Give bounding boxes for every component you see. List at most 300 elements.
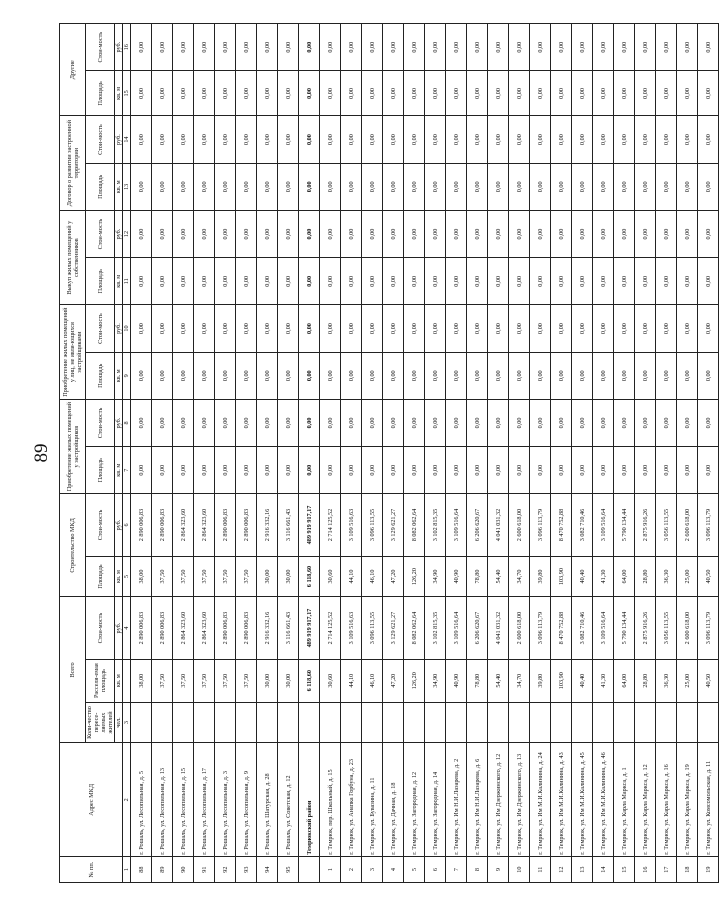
zero-cost-cell: 0,00 <box>257 304 278 351</box>
zero-area-cell: 0,00 <box>215 352 236 399</box>
zero-area-cell: 0,00 <box>236 446 257 493</box>
unit-sqm: кв. м <box>115 352 123 399</box>
zero-area-cell: 0,00 <box>341 352 362 399</box>
zero-cost-cell: 0,00 <box>341 115 362 162</box>
zero-cost-cell: 0,00 <box>299 399 320 446</box>
zero-cost-cell: 0,00 <box>341 23 362 70</box>
header-agreement: Договор о развитии застроенной территории <box>60 115 86 209</box>
persons-cell <box>635 702 656 743</box>
column-number: 4 <box>123 596 131 658</box>
total-area-cell: 36,30 <box>656 659 677 702</box>
total-cost-cell: 2 890 006,83 <box>131 596 152 658</box>
zero-cost-cell: 0,00 <box>131 210 152 257</box>
construction-cost-cell: 2 916 332,16 <box>257 493 278 555</box>
zero-area-cell: 0,00 <box>509 257 530 304</box>
persons-cell <box>299 702 320 743</box>
zero-area-cell: 0,00 <box>635 163 656 210</box>
zero-cost-cell: 0,00 <box>698 304 719 351</box>
rotated-page <box>31 23 712 883</box>
row-number: 90 <box>173 856 194 882</box>
zero-cost-cell: 0,00 <box>656 115 677 162</box>
zero-cost-cell: 0,00 <box>509 399 530 446</box>
address-cell: г. Рошаль, ул. Лесопильная, д. 17 <box>194 742 215 856</box>
zero-cost-cell: 0,00 <box>467 23 488 70</box>
zero-area-cell: 0,00 <box>236 70 257 115</box>
header-other: Другие <box>60 23 86 115</box>
zero-cost-cell: 0,00 <box>299 115 320 162</box>
persons-cell <box>467 702 488 743</box>
zero-cost-cell: 0,00 <box>320 23 341 70</box>
zero-area-cell: 0,00 <box>131 352 152 399</box>
zero-cost-cell: 0,00 <box>467 399 488 446</box>
construction-cost-cell: 2 864 323,60 <box>194 493 215 555</box>
total-cost-cell: 6 206 620,67 <box>467 596 488 658</box>
address-cell: г. Рошаль, ул. Лесопильная, д. 13 <box>152 742 173 856</box>
zero-area-cell: 0,00 <box>215 257 236 304</box>
row-number: 7 <box>446 856 467 882</box>
construction-area-cell: 37,50 <box>173 556 194 597</box>
construction-area-cell: 40,50 <box>698 556 719 597</box>
total-area-cell: 103,90 <box>551 659 572 702</box>
zero-area-cell: 0,00 <box>236 163 257 210</box>
row-number: 16 <box>635 856 656 882</box>
zero-cost-cell: 0,00 <box>467 210 488 257</box>
persons-cell <box>509 702 530 743</box>
row-number: 91 <box>194 856 215 882</box>
persons-cell <box>362 702 383 743</box>
zero-area-cell: 0,00 <box>677 257 698 304</box>
total-cost-cell: 3 102 815,35 <box>425 596 446 658</box>
construction-cost-cell: 4 041 031,32 <box>488 493 509 555</box>
zero-area-cell: 0,00 <box>593 352 614 399</box>
zero-area-cell: 0,00 <box>425 163 446 210</box>
zero-area-cell: 0,00 <box>488 70 509 115</box>
persons-cell <box>593 702 614 743</box>
zero-cost-cell: 0,00 <box>236 399 257 446</box>
zero-area-cell: 0,00 <box>614 70 635 115</box>
total-area-cell: 78,80 <box>467 659 488 702</box>
row-number: 6 <box>425 856 446 882</box>
total-area-cell: 40,90 <box>446 659 467 702</box>
column-number: 2 <box>123 742 131 856</box>
zero-cost-cell: 0,00 <box>425 399 446 446</box>
zero-cost-cell: 0,00 <box>614 210 635 257</box>
zero-area-cell: 0,00 <box>404 352 425 399</box>
zero-area-cell: 0,00 <box>131 446 152 493</box>
zero-cost-cell: 0,00 <box>614 399 635 446</box>
unit-sqm: кв. м <box>115 659 123 702</box>
zero-cost-cell: 0,00 <box>383 115 404 162</box>
zero-area-cell: 0,00 <box>656 352 677 399</box>
header-cost: Стои-мость <box>86 23 115 70</box>
zero-cost-cell: 0,00 <box>698 210 719 257</box>
total-area-cell: 34,90 <box>425 659 446 702</box>
column-number: 7 <box>123 446 131 493</box>
zero-area-cell: 0,00 <box>257 352 278 399</box>
zero-cost-cell: 0,00 <box>656 304 677 351</box>
total-cost-cell: 3 109 516,63 <box>341 596 362 658</box>
row-number: 18 <box>677 856 698 882</box>
zero-area-cell: 0,00 <box>446 257 467 304</box>
zero-cost-cell: 0,00 <box>131 399 152 446</box>
construction-area-cell: 30,00 <box>278 556 299 597</box>
zero-area-cell: 0,00 <box>635 446 656 493</box>
zero-cost-cell: 0,00 <box>551 399 572 446</box>
header-cost: Стои-мость <box>86 115 115 162</box>
zero-area-cell: 0,00 <box>530 446 551 493</box>
table-row <box>656 23 677 882</box>
zero-cost-cell: 0,00 <box>152 210 173 257</box>
zero-cost-cell: 0,00 <box>656 210 677 257</box>
total-area-cell: 30,00 <box>257 659 278 702</box>
row-number: 19 <box>698 856 719 882</box>
zero-cost-cell: 0,00 <box>677 23 698 70</box>
row-number: 13 <box>572 856 593 882</box>
zero-cost-cell: 0,00 <box>236 115 257 162</box>
row-number: 2 <box>341 856 362 882</box>
address-cell: Темрюкский район <box>299 742 320 856</box>
address-cell: г. Рошаль, ул. Лесопильная, д. 5 <box>131 742 152 856</box>
table-row <box>593 23 614 882</box>
construction-area-cell: 37,50 <box>194 556 215 597</box>
construction-cost-cell: 3 129 621,27 <box>383 493 404 555</box>
zero-area-cell: 0,00 <box>509 163 530 210</box>
zero-area-cell: 0,00 <box>530 163 551 210</box>
total-area-cell: 40,50 <box>698 659 719 702</box>
zero-area-cell: 0,00 <box>572 70 593 115</box>
zero-area-cell: 0,00 <box>341 446 362 493</box>
zero-area-cell: 0,00 <box>677 163 698 210</box>
zero-area-cell: 0,00 <box>131 257 152 304</box>
unit-rub: руб. <box>115 596 123 658</box>
total-area-cell: 28,80 <box>635 659 656 702</box>
zero-area-cell: 0,00 <box>173 352 194 399</box>
zero-cost-cell: 0,00 <box>425 23 446 70</box>
total-cost-cell: 2 714 125,52 <box>320 596 341 658</box>
table-row <box>278 23 299 882</box>
zero-area-cell: 0,00 <box>593 163 614 210</box>
table-row <box>530 23 551 882</box>
zero-area-cell: 0,00 <box>404 163 425 210</box>
persons-cell <box>320 702 341 743</box>
zero-area-cell: 0,00 <box>656 70 677 115</box>
total-cost-cell: 3 116 661,43 <box>278 596 299 658</box>
zero-area-cell: 0,00 <box>551 163 572 210</box>
total-area-cell: 38,00 <box>131 659 152 702</box>
zero-area-cell: 0,00 <box>530 352 551 399</box>
unit-rub: руб. <box>115 399 123 446</box>
construction-area-cell: 47,20 <box>383 556 404 597</box>
construction-area-cell: 78,80 <box>467 556 488 597</box>
zero-cost-cell: 0,00 <box>383 23 404 70</box>
address-cell: г. Темрюк, ул. Карла Маркса, д. 19 <box>677 742 698 856</box>
zero-area-cell: 0,00 <box>572 352 593 399</box>
total-cost-cell: 2 864 323,60 <box>194 596 215 658</box>
table-row <box>236 23 257 882</box>
table-row <box>446 23 467 882</box>
zero-cost-cell: 0,00 <box>173 399 194 446</box>
row-number: 3 <box>362 856 383 882</box>
zero-area-cell: 0,00 <box>593 446 614 493</box>
zero-area-cell: 0,00 <box>446 446 467 493</box>
zero-cost-cell: 0,00 <box>320 399 341 446</box>
housing-table <box>59 23 719 883</box>
zero-cost-cell: 0,00 <box>278 23 299 70</box>
zero-cost-cell: 0,00 <box>215 399 236 446</box>
column-number: 15 <box>123 70 131 115</box>
zero-cost-cell: 0,00 <box>488 210 509 257</box>
persons-cell <box>677 702 698 743</box>
unit-rub: руб. <box>115 23 123 70</box>
total-area-cell: 37,50 <box>215 659 236 702</box>
zero-cost-cell: 0,00 <box>362 210 383 257</box>
construction-area-cell: 37,50 <box>215 556 236 597</box>
zero-cost-cell: 0,00 <box>446 115 467 162</box>
zero-cost-cell: 0,00 <box>299 210 320 257</box>
zero-area-cell: 0,00 <box>278 70 299 115</box>
zero-area-cell: 0,00 <box>656 257 677 304</box>
construction-area-cell: 39,80 <box>530 556 551 597</box>
zero-area-cell: 0,00 <box>383 446 404 493</box>
zero-area-cell: 0,00 <box>152 446 173 493</box>
zero-cost-cell: 0,00 <box>446 210 467 257</box>
zero-cost-cell: 0,00 <box>656 23 677 70</box>
zero-area-cell: 0,00 <box>299 352 320 399</box>
zero-cost-cell: 0,00 <box>635 23 656 70</box>
zero-cost-cell: 0,00 <box>488 304 509 351</box>
table-row <box>341 23 362 882</box>
total-area-cell: 25,00 <box>677 659 698 702</box>
zero-area-cell: 0,00 <box>299 257 320 304</box>
unit-sqm: кв. м <box>115 257 123 304</box>
total-row <box>299 23 320 882</box>
zero-area-cell: 0,00 <box>614 352 635 399</box>
zero-area-cell: 0,00 <box>425 257 446 304</box>
zero-area-cell: 0,00 <box>614 446 635 493</box>
zero-cost-cell: 0,00 <box>425 210 446 257</box>
zero-area-cell: 0,00 <box>152 163 173 210</box>
zero-cost-cell: 0,00 <box>635 210 656 257</box>
column-number: 14 <box>123 115 131 162</box>
construction-area-cell: 41,30 <box>593 556 614 597</box>
address-cell: г. Рошаль, ул. Шатурская, д. 28 <box>257 742 278 856</box>
total-area-cell: 37,50 <box>173 659 194 702</box>
column-number: 10 <box>123 304 131 351</box>
total-area-cell: 6 118,60 <box>299 659 320 702</box>
zero-area-cell: 0,00 <box>698 257 719 304</box>
zero-area-cell: 0,00 <box>131 163 152 210</box>
address-cell: г. Темрюк, ул. Им Н.И.Лазарева, д. 2 <box>446 742 467 856</box>
zero-cost-cell: 0,00 <box>572 115 593 162</box>
persons-cell <box>425 702 446 743</box>
header-cost: Стои-мость <box>86 493 115 555</box>
zero-area-cell: 0,00 <box>488 446 509 493</box>
row-number: 94 <box>257 856 278 882</box>
zero-area-cell: 0,00 <box>194 446 215 493</box>
zero-cost-cell: 0,00 <box>215 210 236 257</box>
zero-cost-cell: 0,00 <box>614 23 635 70</box>
table-row <box>173 23 194 882</box>
total-cost-cell: 2 890 006,83 <box>152 596 173 658</box>
zero-cost-cell: 0,00 <box>404 399 425 446</box>
zero-area-cell: 0,00 <box>194 163 215 210</box>
row-number <box>299 856 320 882</box>
row-number: 10 <box>509 856 530 882</box>
zero-cost-cell: 0,00 <box>131 23 152 70</box>
total-cost-cell: 3 109 516,64 <box>593 596 614 658</box>
construction-area-cell: 34,70 <box>509 556 530 597</box>
zero-cost-cell: 0,00 <box>362 115 383 162</box>
zero-area-cell: 0,00 <box>320 163 341 210</box>
zero-area-cell: 0,00 <box>698 163 719 210</box>
persons-cell <box>152 702 173 743</box>
zero-area-cell: 0,00 <box>677 70 698 115</box>
table-row <box>488 23 509 882</box>
zero-cost-cell: 0,00 <box>551 210 572 257</box>
zero-area-cell: 0,00 <box>341 163 362 210</box>
zero-area-cell: 0,00 <box>173 446 194 493</box>
column-number: 13 <box>123 163 131 210</box>
total-cost-cell: 3 082 710,46 <box>572 596 593 658</box>
zero-cost-cell: 0,00 <box>425 115 446 162</box>
zero-area-cell: 0,00 <box>194 352 215 399</box>
zero-cost-cell: 0,00 <box>425 304 446 351</box>
total-cost-cell: 2 600 618,00 <box>677 596 698 658</box>
zero-area-cell: 0,00 <box>593 257 614 304</box>
zero-cost-cell: 0,00 <box>320 210 341 257</box>
zero-area-cell: 0,00 <box>215 163 236 210</box>
zero-cost-cell: 0,00 <box>320 304 341 351</box>
zero-area-cell: 0,00 <box>530 70 551 115</box>
zero-cost-cell: 0,00 <box>509 210 530 257</box>
table-row <box>320 23 341 882</box>
construction-cost-cell: 3 109 516,64 <box>593 493 614 555</box>
zero-area-cell: 0,00 <box>362 446 383 493</box>
total-area-cell: 126,20 <box>404 659 425 702</box>
construction-area-cell: 64,00 <box>614 556 635 597</box>
zero-cost-cell: 0,00 <box>278 304 299 351</box>
row-number: 8 <box>467 856 488 882</box>
zero-cost-cell: 0,00 <box>383 210 404 257</box>
zero-cost-cell: 0,00 <box>593 210 614 257</box>
column-number: 11 <box>123 257 131 304</box>
zero-area-cell: 0,00 <box>278 446 299 493</box>
zero-area-cell: 0,00 <box>467 70 488 115</box>
zero-area-cell: 0,00 <box>488 257 509 304</box>
persons-cell <box>698 702 719 743</box>
construction-cost-cell: 2 600 618,00 <box>509 493 530 555</box>
zero-cost-cell: 0,00 <box>488 115 509 162</box>
header-buyout: Выкуп жилых помещений у собственников <box>60 210 86 304</box>
construction-cost-cell: 3 096 113,79 <box>530 493 551 555</box>
zero-cost-cell: 0,00 <box>236 23 257 70</box>
zero-area-cell: 0,00 <box>152 257 173 304</box>
zero-cost-cell: 0,00 <box>173 115 194 162</box>
construction-cost-cell: 3 096 113,55 <box>362 493 383 555</box>
address-cell: г. Темрюк, ул. Им М.И.Калинина, д. 24 <box>530 742 551 856</box>
zero-area-cell: 0,00 <box>614 257 635 304</box>
column-number: 1 <box>123 856 131 882</box>
construction-cost-cell: 2 890 006,83 <box>215 493 236 555</box>
zero-cost-cell: 0,00 <box>362 399 383 446</box>
zero-area-cell: 0,00 <box>194 70 215 115</box>
zero-cost-cell: 0,00 <box>152 399 173 446</box>
zero-area-cell: 0,00 <box>656 163 677 210</box>
zero-area-cell: 0,00 <box>257 257 278 304</box>
zero-cost-cell: 0,00 <box>278 115 299 162</box>
header-area: Площадь <box>86 257 115 304</box>
header-cost: Стои-мость <box>86 210 115 257</box>
row-number: 11 <box>530 856 551 882</box>
zero-area-cell: 0,00 <box>362 352 383 399</box>
row-number: 92 <box>215 856 236 882</box>
persons-cell <box>488 702 509 743</box>
total-area-cell: 34,70 <box>509 659 530 702</box>
zero-area-cell: 0,00 <box>362 70 383 115</box>
total-cost-cell: 3 096 113,55 <box>362 596 383 658</box>
construction-cost-cell: 2 875 916,26 <box>635 493 656 555</box>
table-row <box>194 23 215 882</box>
construction-cost-cell: 3 056 113,55 <box>656 493 677 555</box>
zero-area-cell: 0,00 <box>425 446 446 493</box>
zero-area-cell: 0,00 <box>446 70 467 115</box>
unit-rub: руб. <box>115 304 123 351</box>
zero-cost-cell: 0,00 <box>593 399 614 446</box>
address-cell: г. Темрюк, пер. Школьный, д. 15 <box>320 742 341 856</box>
row-number: 1 <box>320 856 341 882</box>
construction-area-cell: 36,30 <box>656 556 677 597</box>
zero-cost-cell: 0,00 <box>194 210 215 257</box>
zero-cost-cell: 0,00 <box>509 115 530 162</box>
zero-cost-cell: 0,00 <box>257 210 278 257</box>
zero-area-cell: 0,00 <box>341 70 362 115</box>
column-number <box>123 659 131 702</box>
zero-area-cell: 0,00 <box>635 70 656 115</box>
construction-cost-cell: 3 102 815,35 <box>425 493 446 555</box>
column-number: 12 <box>123 210 131 257</box>
construction-cost-cell: 3 109 516,63 <box>341 493 362 555</box>
address-cell: г. Темрюк, ул. Карла Маркса, д. 12 <box>635 742 656 856</box>
total-cost-cell: 2 600 618,00 <box>509 596 530 658</box>
zero-area-cell: 0,00 <box>593 70 614 115</box>
unit-rub: руб. <box>115 210 123 257</box>
zero-area-cell: 0,00 <box>320 70 341 115</box>
total-area-cell: 37,50 <box>236 659 257 702</box>
address-cell: г. Темрюк, ул. Загородная, д. 12 <box>404 742 425 856</box>
construction-area-cell: 126,20 <box>404 556 425 597</box>
construction-area-cell: 30,60 <box>320 556 341 597</box>
zero-cost-cell: 0,00 <box>404 23 425 70</box>
zero-cost-cell: 0,00 <box>152 23 173 70</box>
zero-cost-cell: 0,00 <box>362 304 383 351</box>
construction-cost-cell: 3 109 516,64 <box>446 493 467 555</box>
zero-cost-cell: 0,00 <box>236 304 257 351</box>
zero-cost-cell: 0,00 <box>257 23 278 70</box>
zero-cost-cell: 0,00 <box>467 304 488 351</box>
total-cost-cell: 2 890 006,83 <box>215 596 236 658</box>
zero-cost-cell: 0,00 <box>383 399 404 446</box>
construction-cost-cell: 3 116 661,43 <box>278 493 299 555</box>
column-number: 16 <box>123 23 131 70</box>
zero-cost-cell: 0,00 <box>698 399 719 446</box>
row-number: 14 <box>593 856 614 882</box>
table-row <box>152 23 173 882</box>
address-cell: г. Рошаль, ул. Лесопильная, д. 15 <box>173 742 194 856</box>
address-cell: г. Темрюк, ул. Анапка Горбуна, д. 23 <box>341 742 362 856</box>
zero-area-cell: 0,00 <box>509 446 530 493</box>
zero-cost-cell: 0,00 <box>194 23 215 70</box>
construction-cost-cell: 8 082 062,64 <box>404 493 425 555</box>
